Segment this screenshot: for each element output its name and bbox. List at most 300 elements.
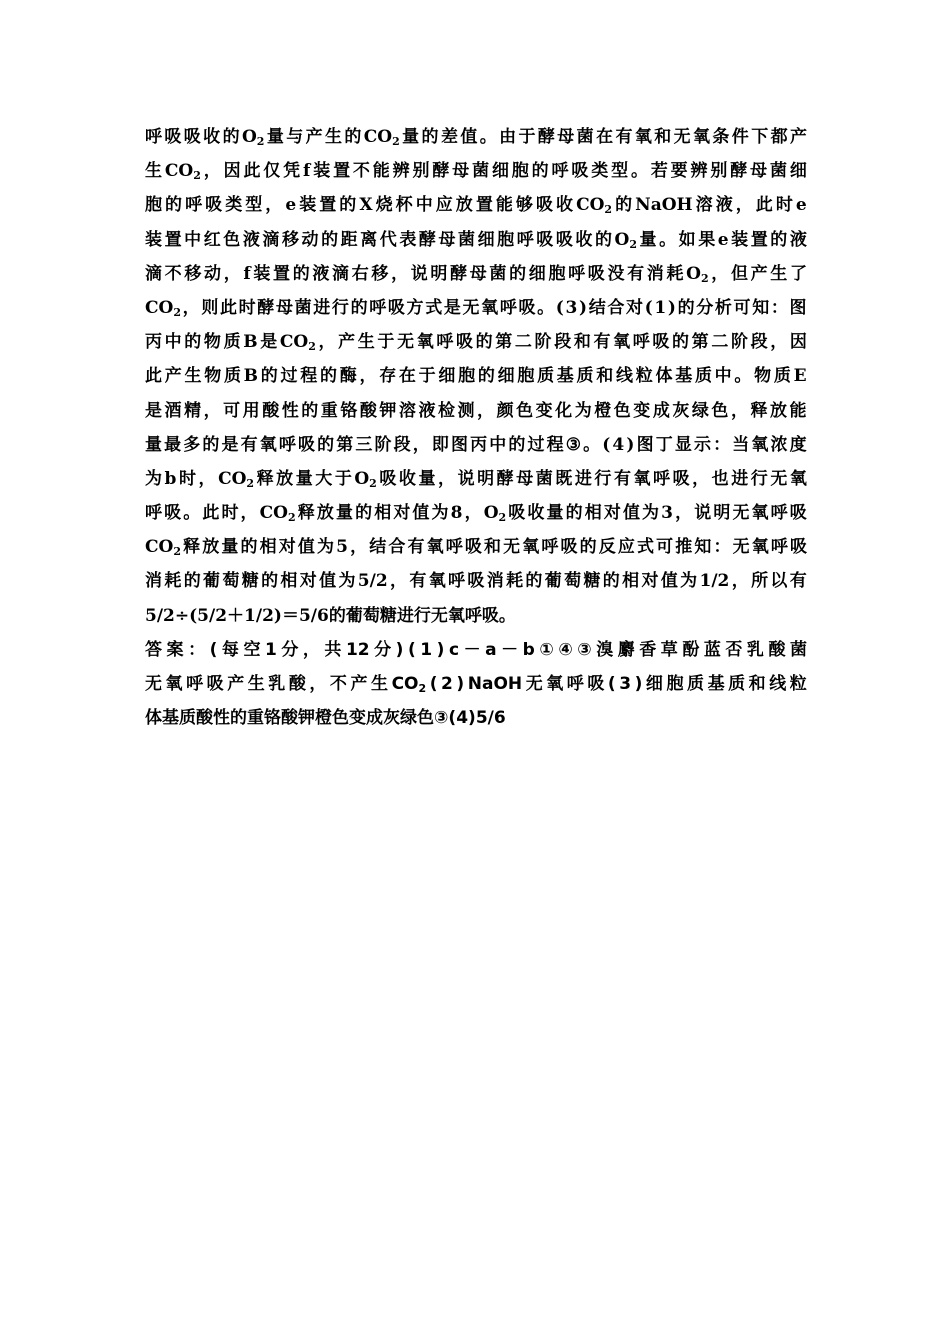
text-line: [145, 120, 807, 154]
text-token: 呼: [464, 605, 482, 626]
text-token: 的: [184, 332, 202, 353]
text-token: 滴: [145, 263, 162, 284]
text-token: ：: [713, 537, 731, 558]
text-line: [145, 325, 807, 359]
text-token: 收: [527, 503, 545, 524]
text-token: 生: [324, 127, 342, 147]
text-token: 条: [712, 127, 730, 147]
text-token: 吸: [164, 503, 182, 524]
text-token: 的: [602, 571, 620, 592]
text-token: ，: [731, 571, 749, 592]
text-token: 析: [714, 297, 732, 318]
text-token: 空: [243, 639, 261, 660]
text-token: 是: [260, 332, 278, 353]
text-token: 酵: [450, 263, 468, 284]
text-token: 合: [388, 537, 406, 558]
text-token: 二: [711, 332, 729, 353]
text-token: 生: [371, 674, 389, 694]
text-token: 对: [603, 503, 621, 524]
text-token: ): [468, 708, 476, 729]
text-token: 应: [435, 195, 453, 216]
text-token: 色: [613, 400, 631, 421]
text-token: 吸: [652, 332, 670, 353]
text-token: 酵: [418, 229, 436, 250]
text-token: 三: [355, 434, 373, 455]
text-token: 此: [145, 366, 162, 387]
text-token: 在: [596, 127, 614, 147]
text-token: 段: [393, 434, 411, 455]
text-token: 母: [516, 468, 534, 489]
text-token: b: [164, 468, 177, 489]
text-token: ，: [770, 332, 788, 353]
text-token: 类: [591, 161, 609, 182]
text-token: 酸: [196, 708, 213, 729]
text-token: NaOH: [635, 195, 693, 216]
text-token: 细: [477, 229, 495, 250]
text-token: 生: [357, 332, 375, 353]
text-token: 5/2: [197, 605, 228, 626]
text-token: 菌: [472, 161, 490, 182]
text-token: 1/2: [244, 605, 274, 626]
text-token: 液: [418, 400, 436, 421]
text-token: 有: [627, 263, 645, 284]
text-token: 色: [516, 400, 534, 421]
text-token: 和: [654, 127, 672, 147]
text-token: 进: [313, 297, 331, 318]
text-token: 移: [184, 263, 202, 284]
text-token: 的: [355, 503, 373, 524]
text-token: 产: [350, 674, 368, 694]
text-token: 的: [475, 332, 493, 353]
text-token: 程: [300, 366, 318, 387]
text-token: 生: [184, 366, 202, 387]
text-token: 表: [399, 229, 417, 250]
text-token: 别: [412, 161, 430, 182]
text-token: 置: [475, 195, 493, 216]
text-token: 质: [687, 674, 705, 694]
text-token: 的: [222, 127, 240, 147]
text-token: NaOH: [467, 674, 523, 694]
text-token: 吸: [535, 195, 553, 216]
text-token: 线: [616, 366, 633, 387]
text-token: 不: [352, 161, 370, 182]
text-token: 母: [557, 127, 575, 147]
text-token: 氧: [165, 674, 183, 694]
text-token: 和: [596, 366, 614, 387]
text-token: 图: [789, 297, 807, 318]
text-token: 若: [650, 161, 668, 182]
text-token: 相: [280, 571, 298, 592]
text-token: 酸: [281, 708, 298, 729]
text-token: 8: [450, 503, 463, 524]
text-token: (: [429, 674, 438, 694]
text-token: 呼: [516, 229, 534, 250]
text-token: 量: [546, 503, 564, 524]
text-token: 释: [183, 537, 201, 558]
text-token: 即: [431, 434, 449, 455]
text-token: 也: [711, 468, 729, 489]
text-token: 吸: [164, 127, 182, 147]
text-token: 2: [441, 674, 453, 694]
text-token: $CO_2$: [145, 297, 181, 319]
text-token: 1: [264, 639, 277, 660]
text-token: 于: [418, 366, 436, 387]
text-token: 基: [556, 366, 574, 387]
text-token: ): [395, 639, 404, 660]
text-token: ，: [182, 297, 200, 318]
text-token: 知: [694, 537, 712, 558]
text-token: 糖: [241, 571, 259, 592]
text-token: 别: [710, 161, 728, 182]
text-token: 装: [253, 263, 271, 284]
text-token: e: [285, 195, 297, 216]
text-token: 值: [460, 127, 478, 147]
text-token: 辨: [690, 161, 708, 182]
text-token: ：: [770, 297, 788, 318]
text-token: 放: [770, 400, 787, 421]
text-token: ，: [223, 263, 241, 284]
text-token: 胞: [666, 674, 684, 694]
text-token: 酸: [768, 639, 786, 660]
text-token: 酒: [164, 400, 182, 421]
text-token: 灰: [383, 708, 400, 729]
text-token: 无: [503, 537, 521, 558]
text-token: 氧: [416, 332, 434, 353]
text-token: 呼: [186, 674, 204, 694]
text-token: 呼: [445, 537, 463, 558]
text-token: (: [644, 297, 653, 318]
text-line: [145, 154, 807, 188]
text-token: 酵: [432, 161, 450, 182]
text-token: 细: [645, 674, 663, 694]
text-token: 胞: [511, 161, 529, 182]
text-token: 动: [204, 263, 222, 284]
text-token: 乳: [746, 639, 764, 660]
text-token: 有: [593, 332, 611, 353]
text-token: 仅: [263, 161, 281, 182]
text-token: 型: [611, 161, 629, 182]
text-token: －: [463, 639, 481, 660]
text-token: 差: [440, 127, 458, 147]
text-token: ): [634, 674, 643, 694]
text-token: ，: [265, 195, 283, 216]
text-token: 绿: [691, 400, 709, 421]
text-token: 释: [750, 400, 768, 421]
text-token: 产: [338, 332, 356, 353]
text-token: 动: [301, 229, 319, 250]
text-token: 多: [183, 434, 201, 455]
text-token: 12: [345, 639, 370, 660]
text-token: 量: [145, 434, 162, 455]
text-token: 分: [281, 639, 299, 660]
text-token: 吸: [455, 332, 473, 353]
answer-label: 案: [166, 639, 184, 660]
text-token: (: [448, 708, 457, 729]
text-line: [145, 394, 807, 428]
text-token: 没: [607, 263, 625, 284]
text-token: 颜: [496, 400, 514, 421]
text-token: 吸: [536, 229, 554, 250]
text-token: 萄: [222, 571, 240, 592]
text-token: 浓: [770, 434, 788, 455]
text-token: 所: [751, 571, 769, 592]
text-token: 装: [731, 229, 749, 250]
text-token: 明: [713, 503, 731, 524]
text-token: ，: [203, 161, 221, 182]
text-token: $O_2$: [614, 229, 637, 251]
text-token: 香: [639, 639, 657, 660]
text-token: 色: [417, 708, 434, 729]
text-token: 二: [514, 332, 532, 353]
text-token: 不: [164, 263, 182, 284]
text-token: 3: [619, 674, 632, 694]
text-token: 5: [336, 537, 348, 558]
text-token: 呼: [568, 263, 586, 284]
text-token: 以: [770, 571, 788, 592]
text-token: 氧: [693, 127, 711, 147]
text-token: 无: [397, 332, 415, 353]
text-token: 对: [299, 571, 317, 592]
text-token: 时: [178, 468, 196, 489]
text-token: 为: [145, 468, 162, 489]
text-token: 4: [456, 708, 469, 729]
text-token: 的: [509, 263, 527, 284]
text-token: 中: [714, 366, 732, 387]
text-token: $CO_2$: [218, 468, 255, 490]
text-token: 粒: [789, 674, 807, 694]
text-token: ): [667, 297, 676, 318]
text-token: 无: [525, 674, 543, 694]
text-token: 用: [242, 400, 260, 421]
text-token: 说: [457, 468, 475, 489]
text-token: 第: [336, 434, 354, 455]
text-token: 线: [769, 674, 787, 694]
text-token: 量: [266, 127, 284, 147]
text-token: 质: [773, 366, 791, 387]
explanation-text: [145, 120, 807, 735]
answer-label: ：: [188, 639, 206, 660]
text-token: 最: [164, 434, 182, 455]
text-token: 大: [315, 468, 333, 489]
text-token: 吸: [298, 434, 315, 455]
text-token: 母: [275, 297, 293, 318]
text-token: 无: [732, 503, 750, 524]
text-token: 代: [379, 229, 397, 250]
text-token: ，: [391, 263, 409, 284]
text-token: 段: [554, 332, 572, 353]
text-token: 第: [691, 332, 709, 353]
text-token: 结: [369, 537, 387, 558]
text-token: 由: [499, 127, 517, 147]
text-token: 氧: [751, 537, 769, 558]
text-token: 结: [588, 297, 606, 318]
text-token: 了: [789, 263, 807, 284]
text-token: 有: [613, 468, 631, 489]
text-token: 因: [223, 161, 241, 182]
text-token: 有: [240, 434, 258, 455]
text-token: f: [243, 263, 251, 284]
text-token: 的: [328, 605, 346, 626]
text-token: 凭: [283, 161, 301, 182]
text-token: 菌: [789, 639, 807, 660]
text-token: 行: [750, 468, 768, 489]
answer-line-last: [145, 701, 807, 735]
text-token: 胞: [458, 366, 476, 387]
text-token: 色: [332, 708, 349, 729]
text-token: ，: [302, 639, 320, 660]
text-token: 细: [789, 161, 807, 182]
text-token: 与: [286, 127, 304, 147]
text-token: ，: [412, 434, 430, 455]
text-token: 反: [598, 537, 616, 558]
text-token: ): [436, 639, 445, 660]
text-token: 吸: [387, 297, 405, 318]
text-token: 铬: [264, 708, 281, 729]
text-token: (: [607, 674, 616, 694]
text-token: 中: [184, 229, 202, 250]
text-token: 草: [660, 639, 678, 660]
text-token: 。: [498, 605, 516, 626]
text-token: 呼: [551, 161, 569, 182]
text-token: 绿: [400, 708, 417, 729]
text-token: 的: [165, 195, 183, 216]
text-token: 吸: [587, 263, 605, 284]
text-token: 吸: [789, 537, 807, 558]
text-token: 的: [421, 127, 439, 147]
text-token: 是: [443, 297, 461, 318]
text-token: ，: [464, 503, 482, 524]
text-token: 母: [750, 161, 768, 182]
text-token: 粒: [635, 366, 653, 387]
text-token: 菌: [458, 229, 475, 250]
text-token: 细: [438, 366, 456, 387]
text-token: 有: [615, 127, 633, 147]
text-token: 有: [407, 537, 425, 558]
text-token: 质: [223, 366, 241, 387]
text-token: 够: [515, 195, 533, 216]
text-token: 果: [698, 229, 716, 250]
text-token: 型: [245, 195, 263, 216]
text-token: 变: [633, 400, 651, 421]
text-token: 为: [574, 400, 592, 421]
text-token: ): [578, 297, 588, 318]
text-token: ，: [735, 195, 753, 216]
text-token: 吸: [481, 605, 499, 626]
text-token: 收: [398, 468, 416, 489]
text-token: 重: [247, 708, 264, 729]
text-token: 过: [527, 434, 545, 455]
text-token: 示: [693, 434, 711, 455]
text-token: ，: [477, 400, 495, 421]
text-token: 。: [479, 127, 497, 147]
text-token: 物: [754, 366, 772, 387]
text-token: 氧: [751, 434, 769, 455]
text-token: 葡: [345, 605, 363, 626]
text-token: 吸: [518, 297, 536, 318]
text-token: 吸: [467, 571, 485, 592]
text-token: 置: [273, 263, 291, 284]
text-token: 量: [402, 127, 420, 147]
text-token: 溴: [596, 639, 614, 660]
text-token: 的: [202, 434, 220, 455]
text-token: 5/6: [475, 708, 506, 729]
text-token: 中: [415, 195, 433, 216]
text-token: 的: [183, 571, 201, 592]
text-token: 明: [477, 468, 495, 489]
text-token: 呼: [653, 468, 671, 489]
text-token: 吸: [560, 537, 578, 558]
text-token: 氧: [634, 127, 652, 147]
text-token: ，: [730, 400, 748, 421]
text-token: 为: [317, 537, 334, 558]
text-token: 的: [579, 537, 597, 558]
text-token: 的: [594, 229, 612, 250]
text-token: $O_2$: [241, 127, 265, 148]
text-token: 的: [260, 366, 278, 387]
text-token: ，: [359, 366, 377, 387]
text-token: 释: [297, 503, 315, 524]
text-token: 胞: [517, 366, 535, 387]
text-token: $CO_2$: [259, 503, 296, 525]
text-token: 的: [317, 434, 335, 455]
text-token: 放: [455, 195, 473, 216]
text-line: [145, 257, 807, 291]
text-token: 无: [145, 674, 162, 694]
text-token: 行: [413, 605, 431, 626]
text-token: 相: [622, 571, 640, 592]
text-token: 下: [751, 127, 769, 147]
text-token: 为: [680, 571, 698, 592]
text-token: 变: [349, 708, 366, 729]
text-token: 对: [278, 537, 296, 558]
text-token: 性: [213, 708, 230, 729]
text-token: 1: [654, 297, 667, 318]
text-token: ③: [434, 708, 449, 729]
text-token: 耗: [506, 571, 524, 592]
text-token: 吸: [672, 468, 690, 489]
text-token: 合: [607, 297, 625, 318]
text-token: a: [485, 639, 497, 660]
text-token: 中: [489, 434, 507, 455]
text-token: 可: [733, 297, 751, 318]
text-token: 。: [537, 297, 555, 318]
text-token: 吸: [789, 503, 807, 524]
text-token: 产: [227, 674, 245, 694]
text-token: 氧: [481, 297, 499, 318]
text-token: 有: [409, 571, 427, 592]
text-token: 相: [584, 503, 602, 524]
text-token: c: [448, 639, 460, 660]
text-token: 酵: [496, 468, 514, 489]
text-token: 氧: [428, 571, 446, 592]
text-token: ): [456, 674, 465, 694]
text-token: 此: [219, 297, 237, 318]
text-token: 无: [430, 605, 448, 626]
text-token: 5/6: [298, 605, 329, 626]
text-token: 能: [372, 161, 390, 182]
text-token: 有: [789, 571, 807, 592]
text-token: 分: [374, 639, 392, 660]
text-token: 值: [622, 503, 640, 524]
text-token: $CO_2$: [576, 195, 613, 217]
text-token: ＝: [281, 605, 299, 626]
text-token: 酸: [262, 400, 280, 421]
text-token: 的: [301, 400, 319, 421]
text-token: 和: [483, 537, 501, 558]
text-token: $CO_2$: [145, 537, 181, 559]
answer-line: [145, 667, 807, 701]
text-token: (: [189, 605, 198, 626]
